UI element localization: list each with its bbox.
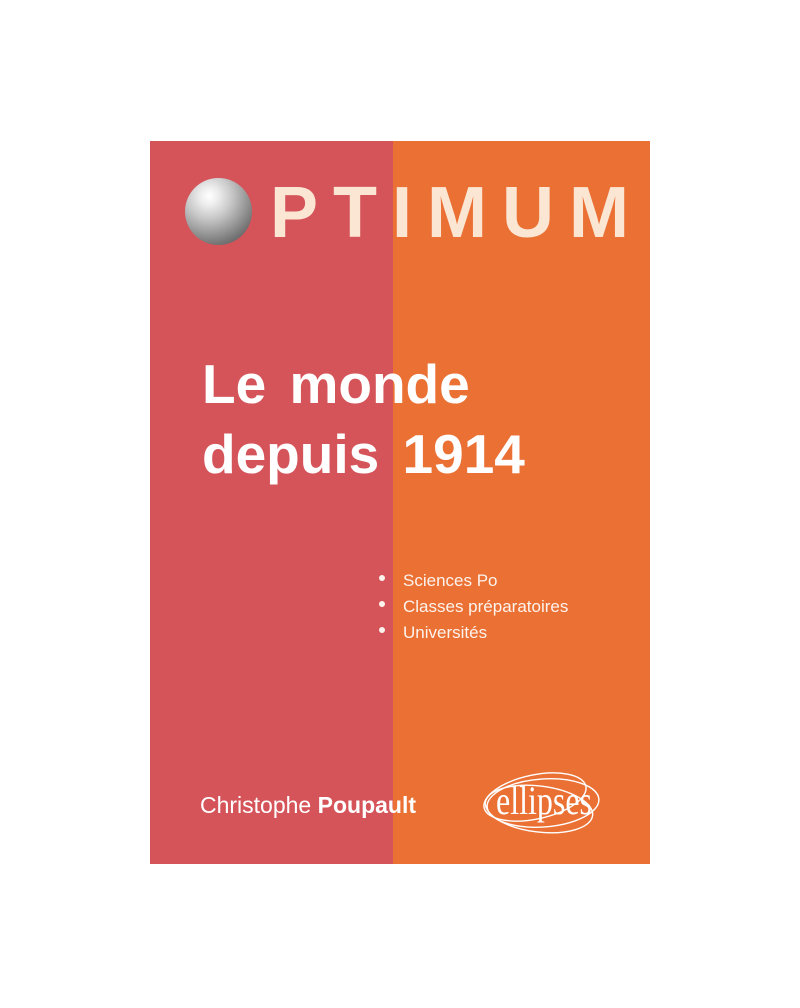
- author-last-name: Poupault: [317, 792, 417, 818]
- ellipses-rings-icon: [471, 763, 607, 843]
- audience-item-label: Universités: [403, 623, 488, 642]
- author-first-name: Christophe: [200, 792, 312, 818]
- collection-logotype: PTIMUM: [270, 173, 644, 253]
- book-title-line2: depuis 1914: [202, 423, 525, 485]
- book-cover: [150, 141, 650, 864]
- optimum-sphere-o-icon: [185, 178, 252, 245]
- audience-item-label: Classes préparatoires: [403, 597, 569, 616]
- list-item: [379, 594, 568, 620]
- audience-item-label: Sciences Po: [403, 571, 498, 590]
- list-item: [379, 620, 568, 646]
- book-title-line1: Le monde: [202, 353, 470, 415]
- audience-list: [379, 568, 568, 646]
- publisher-logo: [471, 763, 607, 843]
- list-item: [379, 568, 568, 594]
- publisher-name: ellipses: [496, 778, 592, 823]
- author-name: [200, 791, 416, 819]
- book-title: [202, 349, 525, 489]
